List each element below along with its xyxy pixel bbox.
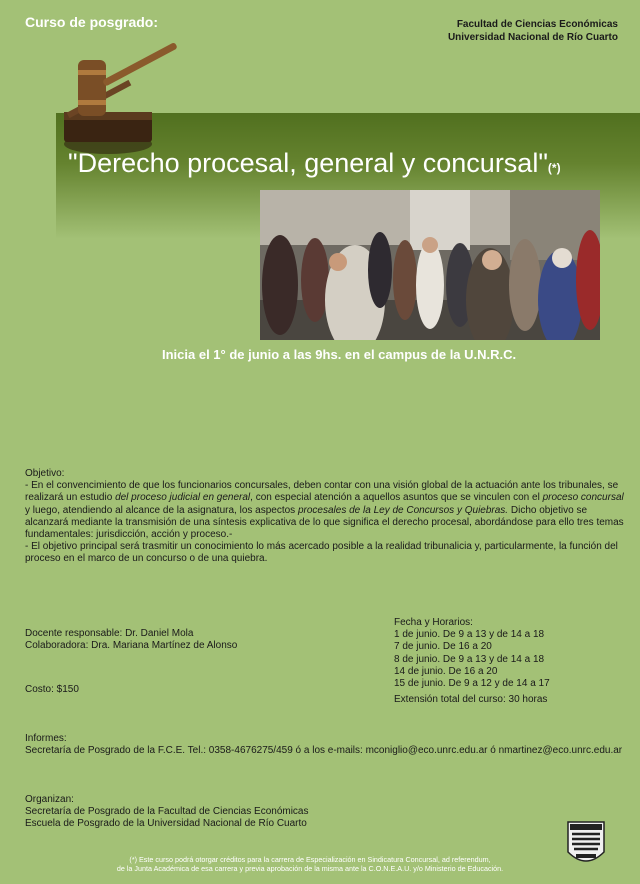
objective-section bbox=[25, 468, 625, 566]
objective-paragraph-1 bbox=[25, 480, 625, 541]
title-footnote-marker: (*) bbox=[547, 161, 561, 175]
course-cost: Costo: $150 bbox=[25, 684, 79, 695]
objective-emphasis-2: proceso concursal bbox=[542, 492, 624, 504]
start-date-info: Inicia el 1° de junio a las 9hs. en el campus de la U.N.R.C. bbox=[162, 347, 517, 362]
objective-emphasis-1: del proceso judicial en general bbox=[115, 492, 251, 504]
schedule-item: 8 de junio. De 9 a 13 y de 14 a 18 bbox=[394, 653, 545, 665]
credits-footnote bbox=[56, 855, 564, 873]
university-logo-icon bbox=[566, 818, 606, 870]
course-title-text: "Derecho procesal, general y concursal" bbox=[68, 148, 548, 178]
teachers-section bbox=[25, 628, 237, 652]
objective-text-a: - En el convencimiento de que los funcionarios concursales, deben contar con una visión global de la actuación ante los tribunales, se realizará un estudio bbox=[25, 480, 619, 504]
organizers-section bbox=[25, 794, 309, 831]
schedule-heading: Fecha y Horarios: bbox=[394, 617, 473, 628]
contact-info-heading: Informes: bbox=[25, 733, 67, 744]
schedule-section bbox=[394, 617, 550, 706]
objective-paragraph-2: - El objetivo principal será trasmitir un conocimiento lo más acercado posible a la realidad tribunalicia y, particularmente, la función del proceso en el marco de un concurso o de una quiebra. bbox=[25, 541, 618, 565]
collaborator-teacher: Colaboradora: Dra. Mariana Martínez de Alonso bbox=[25, 640, 238, 652]
objective-heading: Objetivo: bbox=[25, 468, 65, 479]
organizer-item: Escuela de Posgrado de la Universidad Nacional de Río Cuarto bbox=[25, 818, 307, 830]
gavel-image bbox=[58, 40, 190, 160]
objective-text-b: , con especial atención a aquellos asuntos que se vinculen con el bbox=[250, 492, 543, 504]
course-total-hours: Extensión total del curso: 30 horas bbox=[394, 694, 548, 706]
responsible-teacher: Docente responsable: Dr. Daniel Mola bbox=[25, 628, 194, 639]
schedule-item: 15 de junio. De 9 a 12 y de 14 a 17 bbox=[394, 678, 550, 690]
contact-info-text: Secretaría de Posgrado de la F.C.E. Tel.: 0358-4676275/459 ó a los e-mails: mconiglio@eco.unrc.edu.ar ó nmartinez@eco.unrc.edu.ar bbox=[25, 745, 623, 757]
schedule-item: 1 de junio. De 9 a 13 y de 14 a 18 bbox=[394, 629, 545, 641]
organizer-item: Secretaría de Posgrado de la Facultad de Ciencias Económicas bbox=[25, 806, 309, 818]
course-title bbox=[68, 148, 561, 179]
faculty-header bbox=[448, 18, 618, 44]
objective-text-c: y luego, atendiendo al alcance de la asignatura, los aspectos bbox=[25, 504, 298, 516]
contact-info-section bbox=[25, 733, 625, 757]
objective-text-d: Dicho objetivo se alcanzará mediante la transmisión de una síntesis explicativa de lo que significa el derecho procesal, abordándose para ello tres temas fundamentales: jurisdicción, acción y proceso.- bbox=[25, 504, 624, 541]
objective-emphasis-3: procesales de la Ley de Concursos y Quiebras. bbox=[297, 504, 509, 516]
faculty-name: Facultad de Ciencias Económicas bbox=[456, 19, 618, 30]
crowd-photo bbox=[260, 190, 600, 340]
university-name: Universidad Nacional de Río Cuarto bbox=[447, 32, 618, 43]
schedule-item: 14 de junio. De 16 a 20 bbox=[394, 665, 498, 677]
footnote-line: (*) Este curso podrá otorgar créditos para la carrera de Especialización en Sindicatura Concursal, ad referendum, bbox=[129, 855, 491, 864]
schedule-item: 7 de junio. De 16 a 20 bbox=[394, 641, 492, 653]
course-kind-label: Curso de posgrado: bbox=[25, 14, 159, 30]
organizers-heading: Organizan: bbox=[25, 794, 74, 805]
footnote-line: de la Junta Académica de esa carrera y previa aprobación de la misma ante la C.O.N.E.A.U. y/o Ministerio de Educación. bbox=[116, 864, 504, 873]
